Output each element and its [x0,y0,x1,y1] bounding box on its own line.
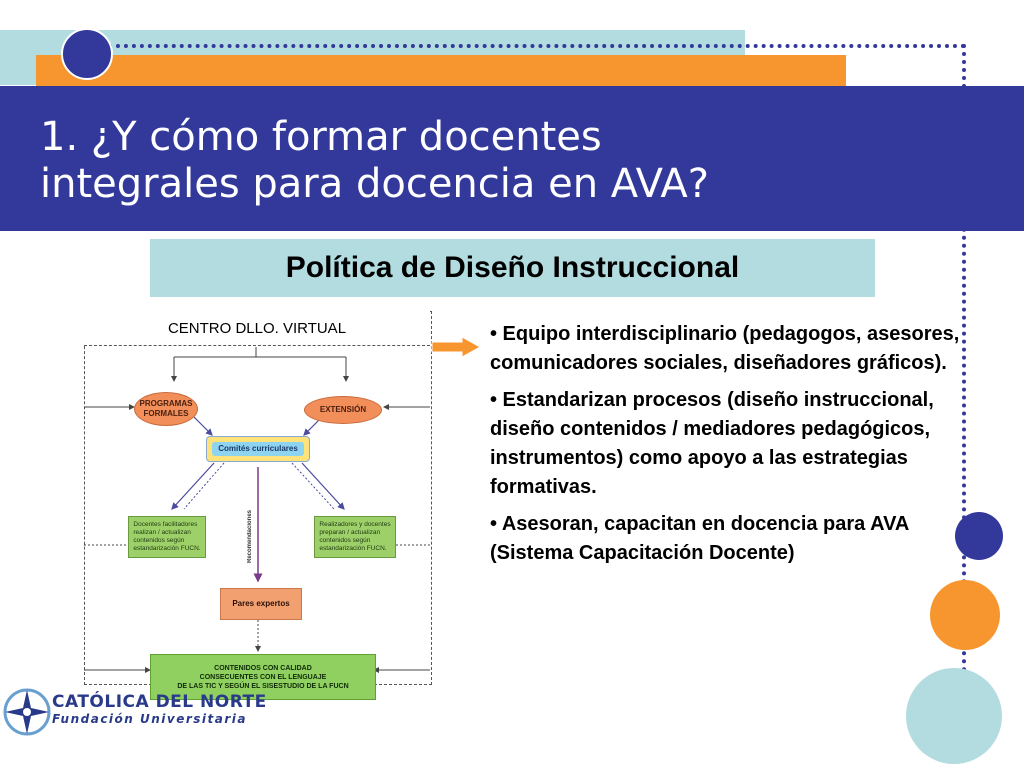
slide-title [40,114,860,208]
bullet-item: • Asesoran, capacitan en docencia para AVA (Sistema Capacitación Docente) [490,513,909,564]
left-box-line4: estandarización FUCN. [133,545,201,552]
dotted-line-horizontal [108,44,966,48]
left-box-line1: Docentes facilitadores [133,521,198,528]
navy-circle-right [955,512,1003,560]
recomendaciones-label: Recomendaciones [247,509,253,563]
bullet-item: • Equipo interdisciplinario (pedagogos, asesores, comunicadores sociales, diseñadores gráficos). [490,323,960,374]
bottom-box-line1: CONTENIDOS CON CALIDAD [214,664,312,672]
node-comites [206,436,310,462]
diagram-header: CENTRO DLLO. VIRTUAL [84,311,430,346]
node-programas-line1: PROGRAMAS [139,399,193,408]
node-extension: EXTENSIÓN [304,396,382,424]
navy-circle-top [61,28,113,80]
right-box-line2: preparan / actualizan [319,529,381,536]
subtitle: Política de Diseño Instruccional [285,251,740,284]
right-box-line4: estandarización FUCN. [319,545,387,552]
node-pares-expertos: Pares expertos [220,588,302,620]
node-programas-line2: FORMALES [143,409,189,418]
bottom-box-line2: CONSECUENTES CON EL LENGUAJE [199,673,327,681]
node-realizadores [314,516,396,558]
light-circle-right [906,668,1002,764]
right-box-line3: contenidos según [319,537,371,544]
compass-logo-icon [2,686,52,738]
orange-arrow-icon [430,336,482,358]
node-programas-formales [134,392,198,426]
node-comites-label: Comités curriculares [212,442,304,456]
top-orange-band [36,55,846,88]
logo-line1: CATÓLICA DEL NORTE [52,692,267,712]
right-box-line1: Realizadores y docentes [319,521,391,528]
slide-title-line2: integrales para docencia en AVA? [40,161,709,207]
subtitle-box [150,239,875,297]
bullet-list [490,320,960,576]
slide-title-line1: 1. ¿Y cómo formar docentes [40,114,602,160]
left-box-line2: realizan / actualizan [133,529,191,536]
logo [52,692,267,726]
node-docentes-facilitadores [128,516,206,558]
bottom-box-line3: DE LAS TIC Y SEGÚN EL SISESTUDIO DE LA FUCN [177,682,349,690]
left-box-line3: contenidos según [133,537,185,544]
logo-line2: Fundación Universitaria [52,712,248,726]
orange-circle-right [930,580,1000,650]
bullet-item: • Estandarizan procesos (diseño instruccional, diseño contenidos / mediadores pedagógicos, instrumentos) como apoyo a las estrategias formativas. [490,389,934,498]
